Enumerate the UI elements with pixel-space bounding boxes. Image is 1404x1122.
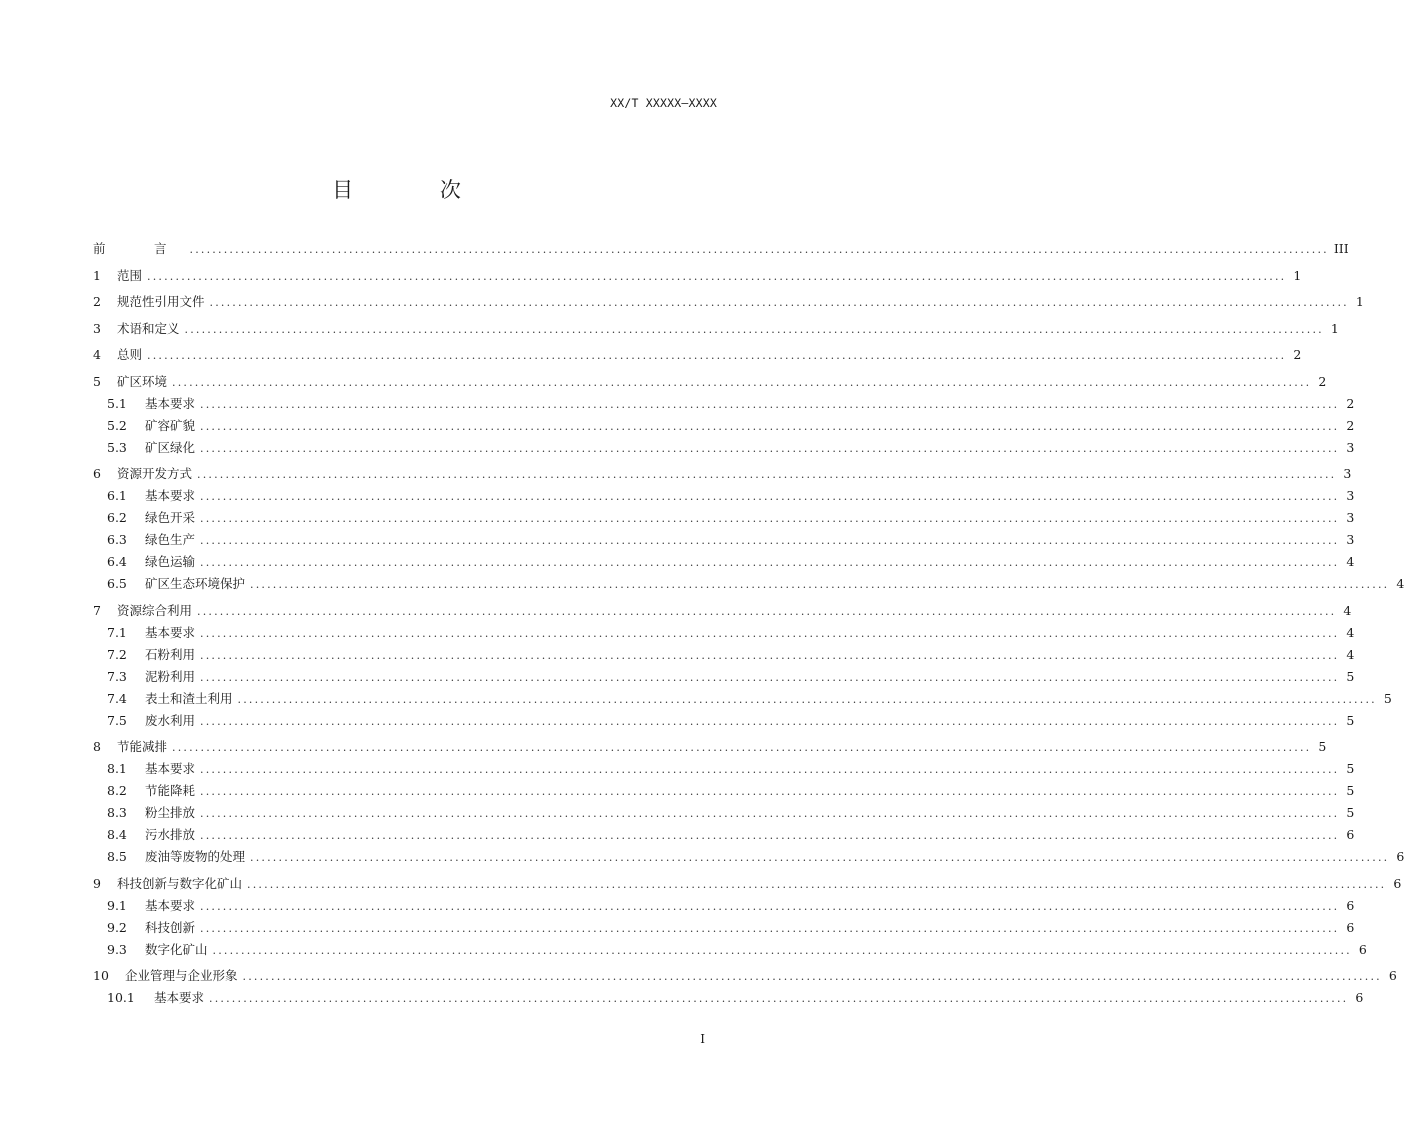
dot-leader: ........................................................................................................................................................................................................ xyxy=(200,829,1340,842)
toc-entry[interactable] xyxy=(93,917,1355,939)
toc-entry[interactable] xyxy=(93,344,1302,366)
toc-entry-label: 基本要求 xyxy=(154,990,205,1005)
toc-entry-number: 6.5 xyxy=(107,576,127,591)
toc-entry-number: 4 xyxy=(93,347,101,362)
toc-entry-page: 6 xyxy=(1393,875,1402,891)
toc-entry-page: 6 xyxy=(1355,990,1364,1005)
toc-entry-label: 矿容矿貌 xyxy=(145,417,196,433)
toc-entry-page: 1 xyxy=(1330,320,1339,336)
dot-leader: ........................................................................................................................................................................................................ xyxy=(200,670,1340,684)
toc-entry-page: 3 xyxy=(1343,466,1352,481)
toc-entry[interactable] xyxy=(93,688,1392,710)
dot-leader: ........................................................................................................................................................................................................ xyxy=(200,534,1340,547)
document-code: XX/T XXXXX—XXXX xyxy=(610,96,717,110)
toc-entry-page: 4 xyxy=(1396,576,1404,591)
dot-leader: ........................................................................................................................................................................................................ xyxy=(250,578,1390,591)
toc-entry[interactable] xyxy=(93,710,1355,732)
toc-entry-page: 6 xyxy=(1358,941,1367,957)
toc-entry-number: 8 xyxy=(93,739,101,754)
dot-leader: ........................................................................................................................................................................................................ xyxy=(197,468,1337,481)
toc-entry-number: 8.3 xyxy=(107,805,127,820)
toc-entry-label: 总则 xyxy=(117,347,143,362)
toc-entry[interactable] xyxy=(93,802,1355,824)
toc-entry-page: 2 xyxy=(1318,373,1327,389)
dot-leader: ........................................................................................................................................................................................................ xyxy=(184,322,1324,336)
toc-entry[interactable] xyxy=(93,238,1349,260)
toc-entry-number: 7.2 xyxy=(107,646,127,662)
toc-entry-page: III xyxy=(1333,241,1349,256)
dot-leader: ........................................................................................................................................................................................................ xyxy=(209,296,1349,309)
toc-entry-label: 泥粉利用 xyxy=(145,668,196,684)
toc-entry-label: 绿色开采 xyxy=(145,510,196,525)
dot-leader: ........................................................................................................................................................................................................ xyxy=(200,441,1340,455)
toc-entry-number: 9 xyxy=(93,875,101,891)
dot-leader: ........................................................................................................................................................................................................ xyxy=(212,943,1352,957)
toc-entry-label: 基本要求 xyxy=(145,488,196,503)
toc-entry[interactable] xyxy=(93,824,1355,846)
toc-entry-number: 7.3 xyxy=(107,668,127,684)
toc-entry-label: 表土和渣土利用 xyxy=(145,690,233,706)
toc-entry[interactable] xyxy=(93,736,1327,758)
dot-leader: ........................................................................................................................................................................................................ xyxy=(200,626,1340,640)
dot-leader: ........................................................................................................................................................................................................ xyxy=(200,397,1340,411)
dot-leader: ........................................................................................................................................................................................................ xyxy=(209,992,1349,1005)
toc-entry[interactable] xyxy=(93,846,1404,868)
dot-leader: ........................................................................................................................................................................................................ xyxy=(242,970,1382,983)
toc-entry-number: 8.5 xyxy=(107,849,127,864)
toc-entry[interactable] xyxy=(93,437,1355,459)
toc-entry-number: 9.1 xyxy=(107,897,127,913)
dot-leader: ........................................................................................................................................................................................................ xyxy=(200,921,1340,935)
toc-entry-page: 3 xyxy=(1346,439,1355,455)
toc-entry-number: 6.1 xyxy=(107,488,127,503)
toc-entry-label: 石粉利用 xyxy=(145,646,196,662)
toc-entry-number: 9.2 xyxy=(107,919,127,935)
toc-entry-number: 1 xyxy=(93,267,101,283)
toc-entry[interactable] xyxy=(93,371,1327,393)
toc-entry-label: 节能减排 xyxy=(117,739,168,754)
dot-leader: ........................................................................................................................................................................................................ xyxy=(147,349,1287,362)
toc-entry[interactable] xyxy=(93,318,1339,340)
toc-entry-page: 6 xyxy=(1346,919,1355,935)
toc-entry-label: 企业管理与企业形象 xyxy=(125,968,238,983)
toc-entry-number: 8.1 xyxy=(107,761,127,776)
toc-entry-label: 数字化矿山 xyxy=(145,941,208,957)
toc-entry[interactable] xyxy=(93,507,1355,529)
toc-entry-label: 基本要求 xyxy=(145,897,196,913)
dot-leader: ........................................................................................................................................................................................................ xyxy=(147,269,1287,283)
toc-entry-label: 科技创新 xyxy=(145,919,196,935)
toc-entry-number: 3 xyxy=(93,320,101,336)
toc-entry-number: 10.1 xyxy=(107,990,135,1005)
toc-entry-label: 范围 xyxy=(117,267,143,283)
toc-entry-page: 5 xyxy=(1346,783,1355,798)
dot-leader: ........................................................................................................................................................................................................ xyxy=(172,375,1312,389)
toc-entry-number: 7.5 xyxy=(107,712,127,728)
toc-entry-label: 基本要求 xyxy=(145,761,196,776)
toc-entry[interactable] xyxy=(93,463,1352,485)
toc-entry[interactable] xyxy=(93,780,1355,802)
toc-entry-page: 3 xyxy=(1346,510,1355,525)
toc-entry[interactable] xyxy=(93,965,1397,987)
toc-entry-label: 基本要求 xyxy=(145,624,196,640)
toc-entry-page: 2 xyxy=(1346,417,1355,433)
dot-leader: ........................................................................................................................................................................................................ xyxy=(200,512,1340,525)
toc-entry-label: 绿色运输 xyxy=(145,554,196,569)
toc-entry-number: 5.1 xyxy=(107,395,127,411)
toc-entry[interactable] xyxy=(93,644,1355,666)
toc-entry[interactable] xyxy=(93,666,1355,688)
dot-leader: ........................................................................................................................................................................................................ xyxy=(200,556,1340,569)
toc-entry-label: 矿区生态环境保护 xyxy=(145,576,246,591)
dot-leader: ........................................................................................................................................................................................................ xyxy=(172,741,1312,754)
toc-entry-page: 2 xyxy=(1293,347,1302,362)
toc-entry-page: 3 xyxy=(1346,532,1355,547)
toc-entry-number: 5.3 xyxy=(107,439,127,455)
toc-entry-number: 8.2 xyxy=(107,783,127,798)
toc-entry-page: 1 xyxy=(1293,267,1302,283)
toc-entry-number: 2 xyxy=(93,294,101,309)
dot-leader: ........................................................................................................................................................................................................ xyxy=(189,243,1329,256)
toc-entry-page: 5 xyxy=(1346,712,1355,728)
toc-entry-page: 6 xyxy=(1346,827,1355,842)
dot-leader: ........................................................................................................................................................................................................ xyxy=(197,604,1337,618)
toc-entry-number: 8.4 xyxy=(107,827,127,842)
toc-entry-page: 5 xyxy=(1318,739,1327,754)
toc-entry-page: 5 xyxy=(1346,668,1355,684)
toc-entry-number: 5 xyxy=(93,373,101,389)
toc-entry-label: 矿区绿化 xyxy=(145,439,196,455)
toc-entry-number: 6.2 xyxy=(107,510,127,525)
toc-entry-label: 前 言 xyxy=(93,241,185,256)
toc-entry[interactable] xyxy=(93,758,1355,780)
toc-entry-page: 5 xyxy=(1383,690,1392,706)
dot-leader: ........................................................................................................................................................................................................ xyxy=(237,692,1377,706)
toc-entry-number: 6 xyxy=(93,466,101,481)
toc-entry-number: 10 xyxy=(93,968,109,983)
toc-entry-label: 节能降耗 xyxy=(145,783,196,798)
toc-entry-page: 2 xyxy=(1346,395,1355,411)
toc-entry[interactable] xyxy=(93,573,1404,595)
toc-entry-page: 4 xyxy=(1346,646,1355,662)
dot-leader: ........................................................................................................................................................................................................ xyxy=(200,785,1340,798)
dot-leader: ........................................................................................................................................................................................................ xyxy=(250,851,1390,864)
page-number: I xyxy=(700,1032,705,1046)
toc-entry-label: 规范性引用文件 xyxy=(117,294,205,309)
toc-entry[interactable] xyxy=(93,622,1355,644)
dot-leader: ........................................................................................................................................................................................................ xyxy=(247,877,1387,891)
toc-entry-number: 5.2 xyxy=(107,417,127,433)
toc-entry[interactable] xyxy=(93,393,1355,415)
toc-entry[interactable] xyxy=(93,415,1355,437)
toc-entry-page: 1 xyxy=(1355,294,1364,309)
toc-entry[interactable] xyxy=(93,939,1367,961)
toc-entry-page: 4 xyxy=(1343,602,1352,618)
toc-entry-label: 绿色生产 xyxy=(145,532,196,547)
toc-entry-label: 术语和定义 xyxy=(117,320,180,336)
toc-entry[interactable] xyxy=(93,987,1364,1009)
toc-title: 目 次 xyxy=(332,178,501,202)
toc-entry-page: 5 xyxy=(1346,761,1355,776)
toc-entry-label: 基本要求 xyxy=(145,395,196,411)
toc-entry-number: 9.3 xyxy=(107,941,127,957)
toc-entry[interactable] xyxy=(93,895,1355,917)
dot-leader: ........................................................................................................................................................................................................ xyxy=(200,419,1340,433)
toc-entry[interactable] xyxy=(93,600,1352,622)
toc-entry-label: 废油等废物的处理 xyxy=(145,849,246,864)
toc-entry-page: 4 xyxy=(1346,554,1355,569)
toc-entry-label: 污水排放 xyxy=(145,827,196,842)
toc-entry-label: 科技创新与数字化矿山 xyxy=(117,875,243,891)
toc-entry-number: 7.1 xyxy=(107,624,127,640)
toc-entry[interactable] xyxy=(93,265,1302,287)
toc-entry[interactable] xyxy=(93,291,1364,313)
dot-leader: ........................................................................................................................................................................................................ xyxy=(200,899,1340,913)
dot-leader: ........................................................................................................................................................................................................ xyxy=(200,714,1340,728)
toc-entry[interactable] xyxy=(93,551,1355,573)
toc-entry-label: 废水利用 xyxy=(145,712,196,728)
dot-leader: ........................................................................................................................................................................................................ xyxy=(200,807,1340,820)
toc-entry-page: 4 xyxy=(1346,624,1355,640)
toc-entry-page: 6 xyxy=(1346,897,1355,913)
table-of-contents xyxy=(93,238,1404,1009)
dot-leader: ........................................................................................................................................................................................................ xyxy=(200,490,1340,503)
toc-entry-label: 矿区环境 xyxy=(117,373,168,389)
toc-entry-number: 6.3 xyxy=(107,532,127,547)
toc-entry-page: 6 xyxy=(1388,968,1397,983)
toc-entry[interactable] xyxy=(93,485,1355,507)
toc-entry-page: 6 xyxy=(1396,849,1404,864)
toc-entry-page: 5 xyxy=(1346,805,1355,820)
toc-entry[interactable] xyxy=(93,529,1355,551)
toc-entry-label: 粉尘排放 xyxy=(145,805,196,820)
toc-entry-number: 7 xyxy=(93,602,101,618)
toc-entry-label: 资源综合利用 xyxy=(117,602,193,618)
toc-entry[interactable] xyxy=(93,873,1402,895)
toc-entry-number: 7.4 xyxy=(107,690,127,706)
dot-leader: ........................................................................................................................................................................................................ xyxy=(200,648,1340,662)
toc-entry-number: 6.4 xyxy=(107,554,127,569)
dot-leader: ........................................................................................................................................................................................................ xyxy=(200,763,1340,776)
toc-entry-label: 资源开发方式 xyxy=(117,466,193,481)
toc-entry-page: 3 xyxy=(1346,488,1355,503)
